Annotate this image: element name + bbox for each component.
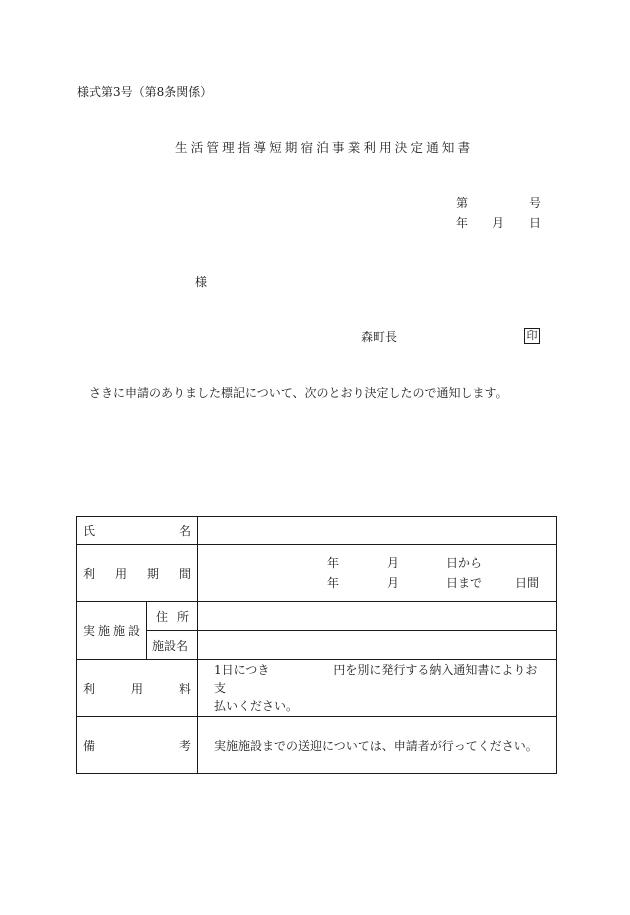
name-label [77,517,198,545]
period-row [77,545,557,602]
facility-name-label: 施設名 [147,631,198,660]
period-label-char: 利 [83,566,96,581]
fee-instruction: 円を別に発行する納入通知書によりお支 [214,663,538,695]
facility-label-char: 施 [97,624,110,638]
period-days: 日間 [515,576,540,590]
period-label-char: 用 [114,566,127,581]
fee-value [198,660,557,717]
period-to-day: 日まで [446,576,483,590]
notes-label [77,717,198,774]
period-from-year: 年 [327,556,340,570]
notes-label-char: 考 [178,738,191,753]
facility-label [77,602,147,660]
seal-mark: 印 [524,328,540,344]
fee-instruction-cont: 払いください。 [214,699,299,713]
document-number-prefix: 第 [456,196,469,210]
period-from-day: 日から [446,556,483,570]
document-title: 生活管理指導短期宿泊事業利用決定通知書 [175,140,474,155]
document-number-suffix: 号 [529,196,542,210]
facility-label-char: 設 [127,624,140,638]
period-from-month: 月 [387,556,400,570]
address-label-char: 住 [156,609,169,624]
fee-label-char: 用 [130,681,143,696]
period-to-month: 月 [387,576,400,590]
issuer-name: 森町長 [361,330,398,344]
notes-label-char: 備 [83,738,96,753]
notes-value: 実施施設までの送迎については、申請者が行ってください。 [198,717,557,774]
date-day: 日 [529,216,542,230]
body-text: さきに申請のありました標記について、次のとおり決定したので通知します。 [89,386,508,400]
period-label-char: 間 [178,566,191,581]
name-label-char: 氏 [83,524,96,538]
name-value [198,517,557,545]
address-label [147,602,198,631]
period-to-year: 年 [327,576,340,590]
facility-label-char: 実 [83,624,96,638]
name-label-char: 名 [178,524,191,538]
name-row [77,517,557,545]
address-value [198,602,557,631]
date-month: 月 [492,216,505,230]
period-value [198,545,557,602]
fee-label-char: 料 [178,681,191,696]
fee-label-char: 利 [83,681,96,696]
notes-row [77,717,557,774]
addressee-suffix: 様 [195,275,208,289]
decision-table [76,516,557,774]
period-label-char: 期 [146,566,159,581]
facility-name-value [198,631,557,660]
address-label-char: 所 [176,609,189,624]
facility-name-row [77,631,557,660]
date-year: 年 [456,216,469,230]
facility-label-char: 施 [112,624,125,638]
fee-label [77,660,198,717]
period-label [77,545,198,602]
facility-address-row [77,602,557,631]
fee-per-day: 1日につき [214,663,270,677]
form-number: 様式第3号（第8条関係） [77,85,213,99]
fee-row [77,660,557,717]
